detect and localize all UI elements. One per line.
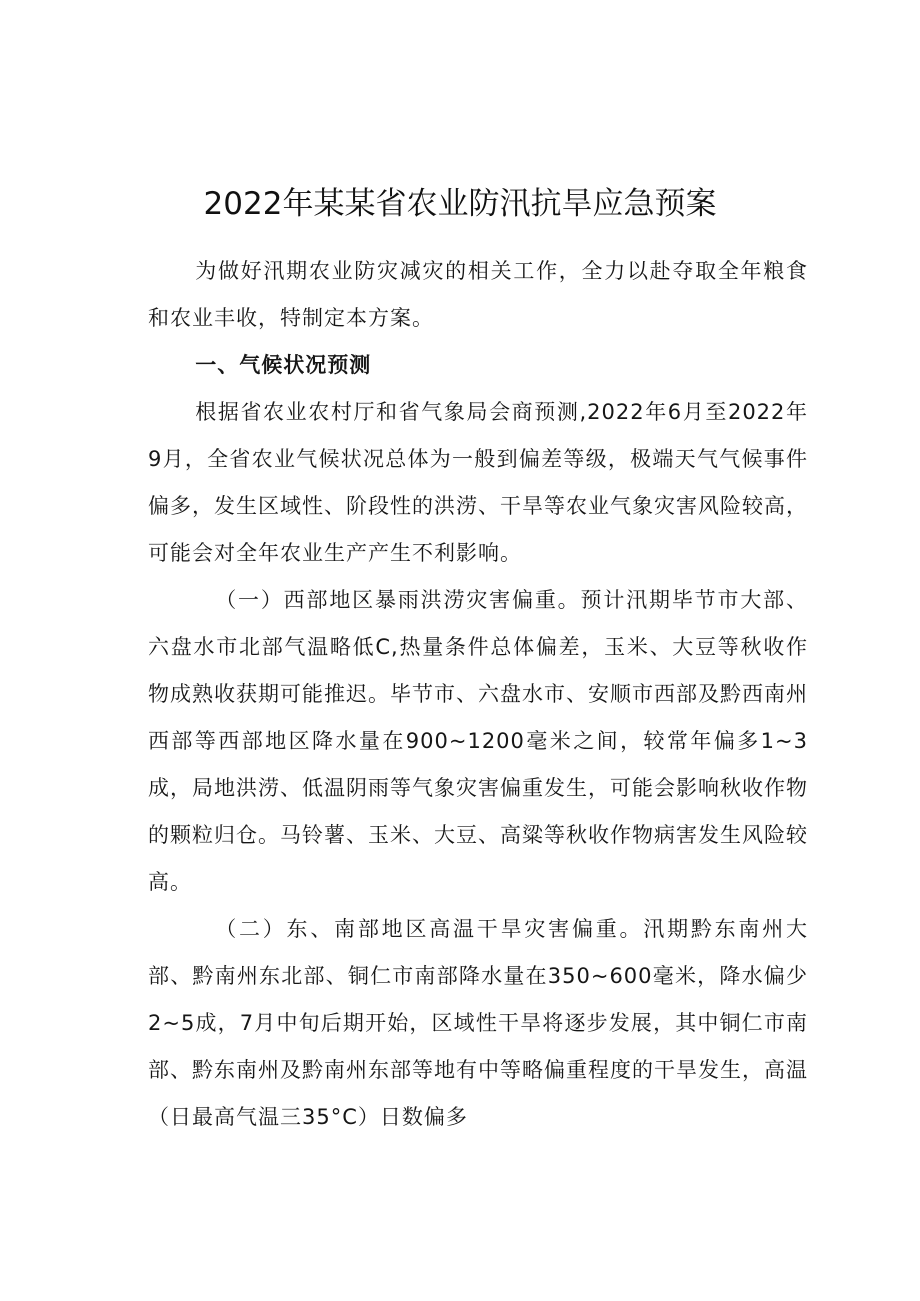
intro-paragraph: 为做好汛期农业防灾减灾的相关工作，全力以赴夺取全年粮食和农业丰收，特制定本方案。 bbox=[148, 259, 808, 330]
west-region-paragraph: （一）西部地区暴雨洪涝灾害偏重。预计汛期毕节市大部、六盘水市北部气温略低C,热量条件总体偏差，玉米、大豆等秋收作物成熟收获期可能推迟。毕节市、六盘水市、安顺市西部及黔西南州西部等西部地区降水量在900~1200毫米之间，较常年偏多1~3成，局地洪涝、低温阴雨等气象灾害偏重发生，可能会影响秋收作物的颗粒归仓。马铃薯、玉米、大豆、高粱等秋收作物病害发生风险较高。 bbox=[148, 588, 808, 894]
climate-forecast-paragraph: 根据省农业农村厅和省气象局会商预测,2022年6月至2022年9月，全省农业气候状况总体为一般到偏差等级，极端天气气候事件偏多，发生区域性、阶段性的洪涝、干旱等农业气象灾害风险较高，可能会对全年农业生产产生不利影响。 bbox=[148, 400, 808, 565]
document-body bbox=[148, 248, 808, 1141]
document-title: 2022年某某省农业防汛抗旱应急预案 bbox=[203, 185, 717, 222]
section-heading: 一、气候状况预测 bbox=[195, 353, 372, 377]
east-south-region-paragraph: （二）东、南部地区高温干旱灾害偏重。汛期黔东南州大部、黔南州东北部、铜仁市南部降水量在350~600毫米，降水偏少2~5成，7月中旬后期开始，区域性干旱将逐步发展，其中铜仁市南部、黔东南州及黔南州东部等地有中等略偏重程度的干旱发生，高温（日最高气温三35°C）日数偏多 bbox=[148, 917, 808, 1129]
